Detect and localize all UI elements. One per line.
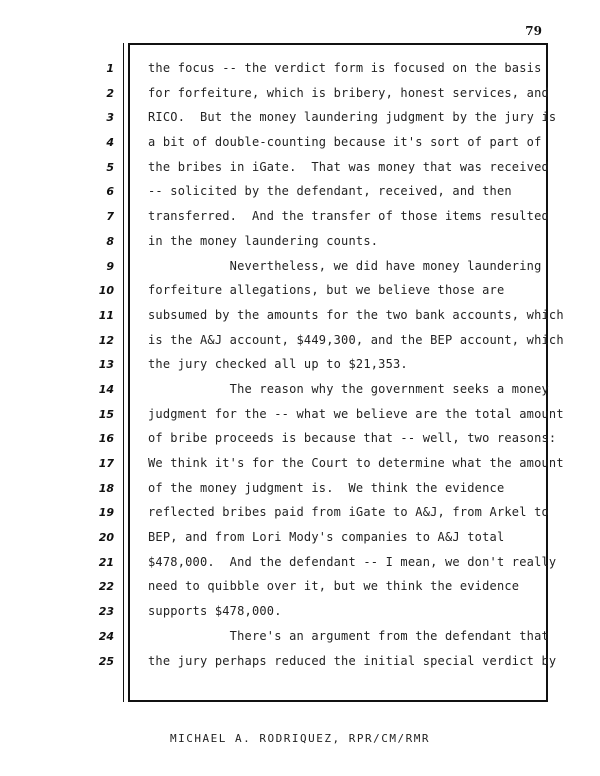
line-number: 23: [98, 605, 114, 619]
transcript-line: [0, 654, 600, 679]
line-number: 19: [98, 506, 114, 520]
transcript-line: [0, 481, 600, 506]
line-number: 9: [106, 259, 114, 273]
transcript-line: [0, 431, 600, 456]
transcript-line: [0, 110, 600, 135]
transcript-line: [0, 234, 600, 259]
line-number: 15: [98, 407, 114, 421]
transcript-line: [0, 86, 600, 111]
transcript-line: [0, 184, 600, 209]
line-number: 2: [106, 86, 114, 100]
transcript-line: [0, 530, 600, 555]
line-number: 6: [106, 185, 114, 199]
transcript-line: [0, 579, 600, 604]
line-number: 17: [98, 457, 114, 470]
transcript-line: [0, 135, 600, 160]
line-number: 5: [106, 160, 114, 174]
reporter-footer: MICHAEL A. RODRIQUEZ, RPR/CM/RMR: [170, 732, 430, 745]
line-number: 1: [106, 62, 114, 75]
transcript-line: [0, 382, 600, 407]
transcript-line: [0, 259, 600, 284]
line-text: subsumed by the amounts for the two bank accounts, which: [148, 307, 564, 322]
line-number: 18: [98, 481, 114, 495]
line-number: 7: [106, 210, 114, 224]
line-text: a bit of double-counting because it's sort of part of: [148, 135, 542, 150]
line-text: The reason why the government seeks a money: [148, 381, 549, 396]
line-text: judgment for the -- what we believe are the total amount: [148, 406, 564, 421]
line-text: RICO. But the money laundering judgment by the jury is: [148, 110, 557, 125]
transcript-line: [0, 283, 600, 308]
transcript-line: [0, 61, 600, 86]
line-text: There's an argument from the defendant that: [148, 628, 549, 643]
line-text: of bribe proceeds is because that -- well, two reasons:: [148, 431, 557, 446]
line-text: BEP, and from Lori Mody's companies to A&J total: [148, 530, 505, 545]
line-number: 11: [98, 308, 114, 322]
line-number: 22: [98, 580, 114, 594]
line-text: need to quibble over it, but we think the evidence: [148, 579, 520, 594]
line-text: reflected bribes paid from iGate to A&J, from Arkel to: [148, 505, 549, 520]
transcript-line: [0, 629, 600, 654]
line-text: in the money laundering counts.: [148, 233, 379, 248]
line-text: forfeiture allegations, but we believe those are: [148, 283, 505, 298]
transcript-lines: [0, 61, 600, 678]
line-number: 25: [98, 654, 114, 668]
transcript-line: [0, 308, 600, 333]
page-number: 79: [525, 24, 542, 38]
transcript-line: [0, 505, 600, 530]
line-text: -- solicited by the defendant, received, and then: [148, 184, 512, 199]
line-text: is the A&J account, $449,300, and the BEP account, which: [148, 332, 564, 347]
line-number: 8: [106, 234, 114, 248]
line-text: the jury checked all up to $21,353.: [148, 357, 408, 372]
transcript-line: [0, 333, 600, 358]
line-number: 12: [98, 333, 114, 347]
line-text: the jury perhaps reduced the initial special verdict by: [148, 653, 557, 668]
line-number: 14: [98, 382, 114, 396]
transcript-line: [0, 456, 600, 481]
line-number: 4: [106, 136, 114, 150]
line-text: supports $478,000.: [148, 604, 282, 619]
transcript-line: [0, 160, 600, 185]
line-text: for forfeiture, which is bribery, honest services, and: [148, 85, 549, 100]
line-number: 13: [98, 358, 114, 372]
line-number: 24: [98, 629, 114, 643]
transcript-line: [0, 555, 600, 580]
line-number: 16: [98, 432, 114, 446]
line-number: 21: [98, 555, 114, 569]
line-text: We think it's for the Court to determine what the amount: [148, 456, 564, 470]
line-text: the bribes in iGate. That was money that was received: [148, 159, 549, 174]
line-text: of the money judgment is. We think the evidence: [148, 480, 505, 495]
line-number: 3: [106, 111, 114, 125]
transcript-line: [0, 407, 600, 432]
line-number: 20: [98, 531, 114, 545]
line-text: Nevertheless, we did have money laundering: [148, 258, 542, 273]
line-number: 10: [98, 284, 114, 298]
transcript-line: [0, 604, 600, 629]
line-text: $478,000. And the defendant -- I mean, we don't really: [148, 554, 557, 569]
line-text: the focus -- the verdict form is focused on the basis: [148, 61, 542, 75]
transcript-line: [0, 357, 600, 382]
transcript-line: [0, 209, 600, 234]
line-text: transferred. And the transfer of those items resulted: [148, 209, 549, 224]
